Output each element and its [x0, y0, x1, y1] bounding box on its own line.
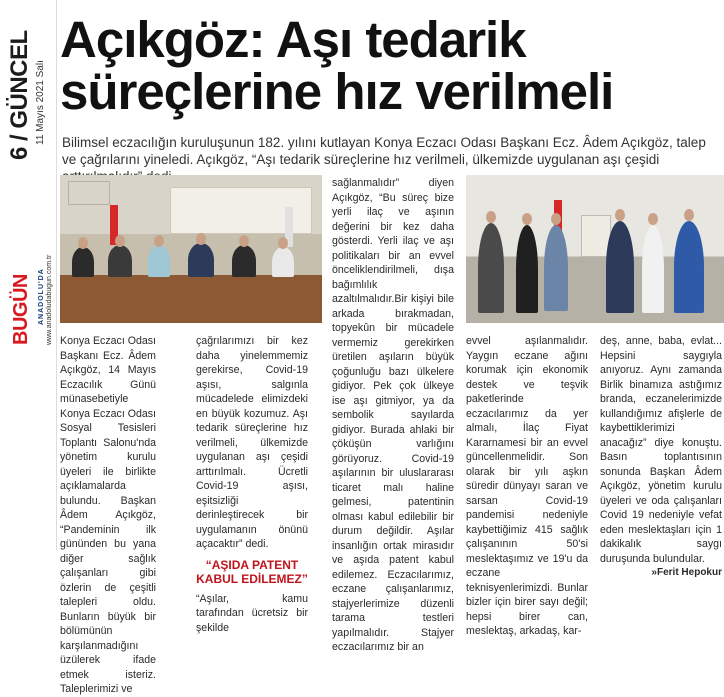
- conference-table: [60, 275, 322, 323]
- body-text: sağlanmalıdır” diyen Açıkgöz, “Bu süreç bize yerli ilaç ve aşının değerini bir kez daha gösterdi. Yerli ilaç ve aşı politikaları bir an evvel önceliklendirilmeli, dışa bağımlılık azaltılmalıdır.Bir kişiyi bile arkada bırakmadan, topyekûn bir mücadele vermemiz gerekirken üretilen aşıların büyük çoğunluğu bazı ülkelere gidiyor. Pek çok ülkeye ise aşı gitmiyor, ya da sembolik sayılarda gidiyor. Burada ahlaki bir çöküşün varlığını görüyoruz. Covid-19 aşılarının bir uluslararası ticaret malı haline gelmesi, patentinin olması kabul edilebilir bir durum değildir. Aşılar insanlığın ortak mirasıdır ve aşıda patent kabul edilemez. Eczacılarımız, eczane çalışanlarımız, stajyerlerimize düzenli tarama testleri yapılmalıdır. Stajyer eczacılarımız bir an: [332, 177, 454, 653]
- logo-url: www.anadoludabugun.com.tr: [46, 254, 53, 345]
- article-column-1: [60, 334, 156, 697]
- article-column-4: [466, 334, 588, 639]
- body-text: deş, anne, baba, evlat... Hepsini saygıyla anıyoruz. Aynı zamanda Birlik binamıza astığımız branda, eczanelerimizde kullandığımız afişlerle de kaybettiklerimizi anacağız” diye konuştu. Basın toplantısının sonunda Başkan Âdem Açıkgöz, yönetim kurulu üyeleri ve oda çalışanları Covid 19 nedeniyle vefat eden meslektaşları için 1 dakikalık saygı duruşunda bulundular.: [600, 335, 722, 565]
- sidebar: [0, 0, 58, 550]
- subheading: “AŞIDA PATENT KABUL EDİLEMEZ”: [196, 557, 308, 586]
- deck: Bilimsel eczacılığın kuruluşunun 182. yılını kutlayan Konya Eczacı Odası Başkanı Ecz. Âdem Açıkgöz, talep ve çağrılarını yineledi. Açıkgöz, “Aşı tedarik süreçlerine hız verilmeli, ülkemizde uygulanan aşı çeşidi: [62, 135, 706, 167]
- body-text: Konya Eczacı Odası Başkanı Ecz. Âdem Açıkgöz, 14 Mayıs Eczacılık Günü münasebetiyle Konya Eczacı Odası Sosyal Tesisleri Toplantı Salonu'nda yönetim kurulu üyeleri ile birlikte açıklamalarda bulundu. Başkan Âdem Açıkgöz, “Pandeminin ilk gününden bu yana diğer sağlık çalışanları gibi özlerin de çeşitli talepleri oldu. Bunların büyük bir bölümünün karşılanmadığını üzülerek ifade etmek isteriz. Taleplerimizi ve: [60, 335, 156, 695]
- article-column-5: [600, 334, 722, 581]
- newspaper-logo: BUGÜN: [10, 274, 32, 345]
- body-text: “Aşılar, kamu tarafından ücretsiz bir şekilde: [196, 592, 308, 634]
- byline: »Ferit Hepokur: [651, 567, 722, 578]
- section-label: 6 / GÜNCEL: [6, 30, 33, 160]
- body-text: çağrılarımızı bir kez daha yinelemmemiz gerekirse, Covid-19 aşısı, salgınla mücadelede elimizdeki en büyük kozumuz. Aşı tedarik süreçlerine hız verilmeli, ülkemizde uygulanan aşı çeşidi arttırılmalı. Ücretli Covid-19 aşısı, eşitsizliği derinleştirecek bir uygulamanın önünü açacaktır” dedi.: [196, 335, 308, 550]
- press-conference-photo: [60, 175, 322, 323]
- headline: Açıkgöz: Aşı tedarik süreçlerine hız verilmeli: [60, 11, 614, 120]
- sidebar-divider: [56, 0, 57, 550]
- article-column-3: [332, 176, 454, 655]
- wall-sketch: [68, 181, 110, 205]
- group-photo: [466, 175, 724, 323]
- body-text: evvel aşılanmalıdır. Yaygın eczane ağını korumak için ekonomik destek ve teşvik paketlerinde eczacılarımız da yer almalı, İlaç Fiyat Kararnamesi bir an evvel güncellenmelidir. Son olarak bir yılı aşkın süredir dünyayı saran ve sarsan Covid-19 pandemisi nedeniyle kaybettiğimiz 415 sağlık çalışanının 50'si meslektaşımız ve 19'u da eczane teknisyenlerimizdi. Bunlar bizler için birer sayı değil; hepsi birer can, meslektaş, arkadaş, kar-: [466, 335, 588, 637]
- logo-top-text: ANADOLU'DA: [38, 268, 45, 325]
- article-column-2: [196, 334, 308, 635]
- issue-date: 11 Mayıs 2021 Salı: [35, 60, 46, 145]
